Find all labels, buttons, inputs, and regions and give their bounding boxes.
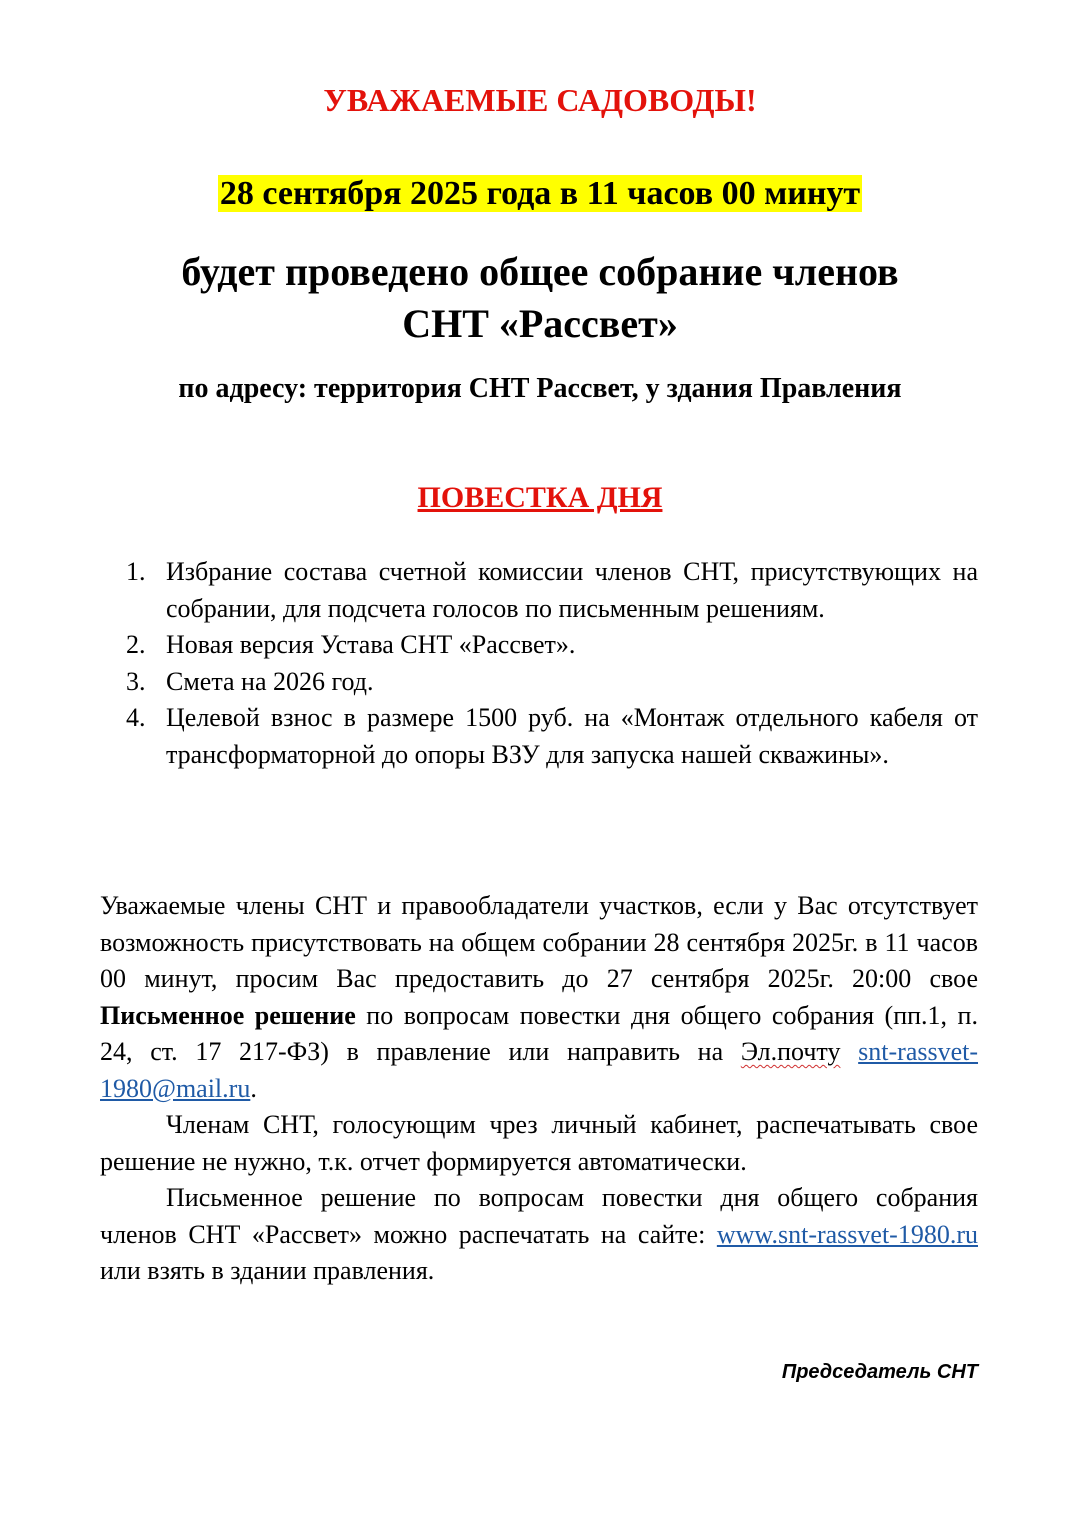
chairman-signature: Председатель СНТ: [781, 1361, 978, 1383]
agenda-item: [126, 627, 978, 664]
agenda-item-text: Новая версия Устава СНТ «Рассвет».: [166, 630, 576, 659]
agenda-item: [126, 700, 978, 773]
written-decision-bold: Письменное решение: [100, 1000, 356, 1030]
online-vote-paragraph: Членам СНТ, голосующим чрез личный кабинет, распечатывать свое решение не нужно, т.к. отчет формируется автоматически.: [100, 1110, 978, 1176]
agenda-item-text: Смета на 2026 год.: [166, 666, 374, 696]
paragraph-text: Письменное решение по вопросам повестки дня общего собрания членов СНТ «Рассвет» можно распечатать на сайте:: [100, 1183, 978, 1249]
website-link[interactable]: www.snt-rassvet-1980.ru: [716, 1219, 978, 1249]
paragraph-text: или взять в здании правления.: [100, 1256, 435, 1285]
meeting-address: по адресу: территория СНТ Рассвет, у здания Правления: [178, 373, 902, 404]
agenda-title: ПОВЕСТКА ДНЯ: [417, 481, 663, 514]
written-decision-paragraph: Уважаемые члены СНТ и правообладатели участков, если у Вас отсутствует возможность присутствовать на общем собрании 28 сентября 2025г. в 11 часов 00 минут, просим Вас предоставить до 27 сентября 2025г. 20:00 свое Письменное решение по вопросам повестки дня общего собрания (пп.1, п. 24, ст. 17 217-ФЗ) в правление или направить на Эл.почту snt-rassvet-1980@mail.ru.: [100, 891, 979, 1103]
print-decision-paragraph: [100, 1180, 978, 1290]
paragraph-text: по вопросам повестки дня общего собрания (пп.1, п. 24, ст. 17 217-ФЗ) в правление или направить на: [100, 1000, 978, 1066]
agenda-item-number: 1.: [126, 557, 146, 586]
agenda-item-number: 2.: [126, 630, 146, 659]
agenda-item: [126, 664, 978, 701]
agenda-item-number: 4.: [126, 703, 146, 732]
agenda-item-text: Целевой взнос в размере 1500 руб. на «Монтаж отдельного кабеля от трансформаторной до опоры ВЗУ для запуска нашей скважины».: [166, 703, 978, 769]
meeting-line-1: будет проведено общее собрание членов: [181, 249, 899, 294]
email-link[interactable]: snt-rassvet-1980@mail.ru: [100, 1037, 979, 1103]
agenda-item-number: 3.: [126, 666, 146, 696]
meeting-announcement: [0, 246, 1080, 350]
greeting-heading: УВАЖАЕМЫЕ САДОВОДЫ!: [323, 82, 757, 118]
meeting-datetime-highlight: 28 сентября 2025 года в 11 часов 00 минут: [219, 175, 861, 212]
meeting-datetime: [0, 172, 1080, 216]
paragraph-text: Уважаемые члены СНТ и правообладатели участков, если у Вас отсутствует возможность присутствовать на общем собрании 28 сентября 2025г. в 11 часов 00 минут, просим Вас предоставить до 27 сентября 2025г. 20:00 свое: [100, 891, 978, 993]
spellcheck-word: Эл.почту: [740, 1037, 841, 1066]
agenda-item: [126, 554, 978, 627]
agenda-item-text: Избрание состава счетной комиссии членов СНТ, присутствующих на собрании, для подсчета голосов по письменным решениям.: [166, 557, 978, 623]
notice-body: [100, 888, 978, 1290]
agenda-list: [126, 554, 978, 773]
meeting-line-2: СНТ «Рассвет»: [402, 301, 678, 346]
